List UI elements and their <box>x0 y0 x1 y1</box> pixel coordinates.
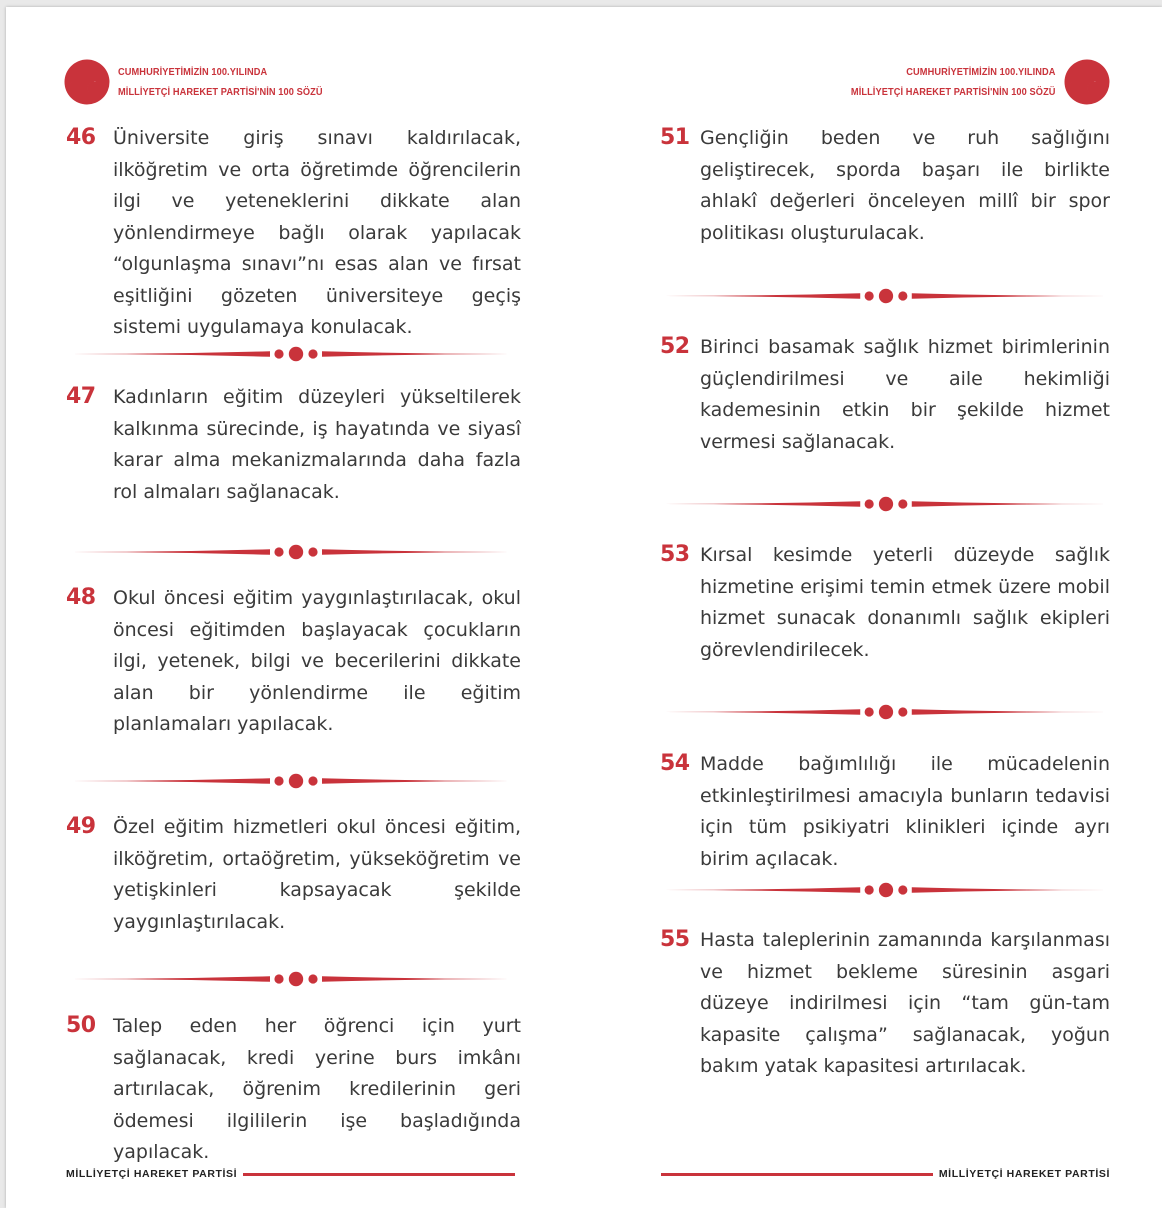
three-crescents-logo-icon <box>1064 59 1110 105</box>
promise-text: Talep eden her öğrenci için yurt sağlanacak, kredi yerine burs imkânı artırılacak, öğrenim kredilerinin geri ödemesi ilgililerin işe başladığında yapılacak. <box>113 1015 521 1163</box>
header-line-1: CUMHURİYETİMİZİN 100.YILINDA <box>118 66 268 78</box>
header-title <box>851 62 1056 102</box>
promise-item-46 <box>66 123 521 344</box>
promise-item-52 <box>660 332 1110 458</box>
promise-text: Özel eğitim hizmetleri okul öncesi eğitim, ilköğretim, ortaöğretim, yükseköğretim ve yetişkinleri kapsayacak şekilde yaygınlaştırılacak. <box>113 816 521 933</box>
promise-text: Hasta taleplerinin zamanında karşılanması ve hizmet bekleme süresinin asgari düzeye indirilmesi için “tam gün-tam kapasite çalışma” sağlanacak, yoğun bakım yatak kapasitesi artırılacak. <box>700 929 1110 1077</box>
footer-party-name: MİLLİYETÇİ HAREKET PARTİSİ <box>938 1168 1110 1180</box>
ornament-divider <box>664 494 1108 514</box>
promise-text: Kırsal kesimde yeterli düzeyde sağlık hizmetine erişimi temin etmek üzere mobil hizmet sunacak donanımlı sağlık ekipleri görevlendirilecek. <box>700 544 1110 661</box>
promise-number: 52 <box>660 334 690 359</box>
header-left <box>64 55 351 109</box>
ornament-divider <box>664 880 1108 900</box>
footer-left <box>66 1164 515 1184</box>
promise-number: 46 <box>66 125 96 150</box>
promise-text: Üniversite giriş sınavı kaldırılacak, ilköğretim ve orta öğretimde öğrencilerin ilgi ve yeteneklerini dikkate alan yönlendirmeye bağlı olarak yapılacak “olgunlaşma sınavı”nı esas alan ve fırsat eşitliğini gözeten üniversiteye geçiş sistemi uygulamaya konulacak. <box>113 127 521 338</box>
promise-number: 50 <box>66 1013 96 1038</box>
promise-item-48 <box>66 583 521 741</box>
footer-rule <box>661 1173 933 1176</box>
ornament-divider <box>72 969 520 989</box>
promise-number: 53 <box>660 542 690 567</box>
brochure-sheet <box>6 7 1162 1208</box>
header-line-2: MİLLİYETÇİ HAREKET PARTİSİ'NİN 100 SÖZÜ <box>118 86 323 98</box>
left-page <box>6 7 584 1208</box>
promise-text: Gençliğin beden ve ruh sağlığını geliştirecek, sporda başarı ile birlikte ahlakî değerleri önceleyen millî bir spor politikası oluşturulacak. <box>700 127 1110 244</box>
footer-party-name: MİLLİYETÇİ HAREKET PARTİSİ <box>66 1168 238 1180</box>
promise-item-55 <box>660 925 1110 1083</box>
footer-rule <box>243 1173 515 1176</box>
header-right <box>823 55 1110 109</box>
promise-text: Kadınların eğitim düzeyleri yükseltilerek kalkınma sürecinde, iş hayatında ve siyasî karar alma mekanizmalarında daha fazla rol almaları sağlanacak. <box>113 386 521 503</box>
ornament-divider <box>664 702 1108 722</box>
promise-number: 55 <box>660 927 690 952</box>
promise-item-54 <box>660 749 1110 875</box>
right-page <box>584 7 1162 1208</box>
ornament-divider <box>72 542 520 562</box>
promise-number: 48 <box>66 585 96 610</box>
promise-text: Madde bağımlılığı ile mücadelenin etkinleştirilmesi amacıyla bunların tedavisi için tüm psikiyatri klinikleri içinde ayrı birim açılacak. <box>700 753 1110 870</box>
promise-item-53 <box>660 540 1110 666</box>
ornament-divider <box>72 771 520 791</box>
three-crescents-logo-icon <box>64 59 110 105</box>
promise-item-49 <box>66 812 521 938</box>
promise-text: Okul öncesi eğitim yaygınlaştırılacak, okul öncesi eğitimden başlayacak çocukların ilgi, yetenek, bilgi ve becerilerini dikkate alan bir yönlendirme ile eğitim planlamaları yapılacak. <box>113 587 521 735</box>
promise-number: 47 <box>66 384 96 409</box>
promise-item-51 <box>660 123 1110 249</box>
promise-item-47 <box>66 382 521 508</box>
promise-number: 54 <box>660 751 690 776</box>
ornament-divider <box>72 344 520 364</box>
promise-number: 49 <box>66 814 96 839</box>
promise-item-50 <box>66 1011 521 1169</box>
footer-right <box>661 1164 1110 1184</box>
promise-text: Birinci basamak sağlık hizmet birimlerinin güçlendirilmesi ve aile hekimliği kademesinin etkin bir şekilde hizmet vermesi sağlanacak. <box>700 336 1110 453</box>
header-title <box>118 62 323 102</box>
header-line-1: CUMHURİYETİMİZİN 100.YILINDA <box>906 66 1056 78</box>
header-line-2: MİLLİYETÇİ HAREKET PARTİSİ'NİN 100 SÖZÜ <box>851 86 1056 98</box>
promise-number: 51 <box>660 125 690 150</box>
ornament-divider <box>664 286 1108 306</box>
